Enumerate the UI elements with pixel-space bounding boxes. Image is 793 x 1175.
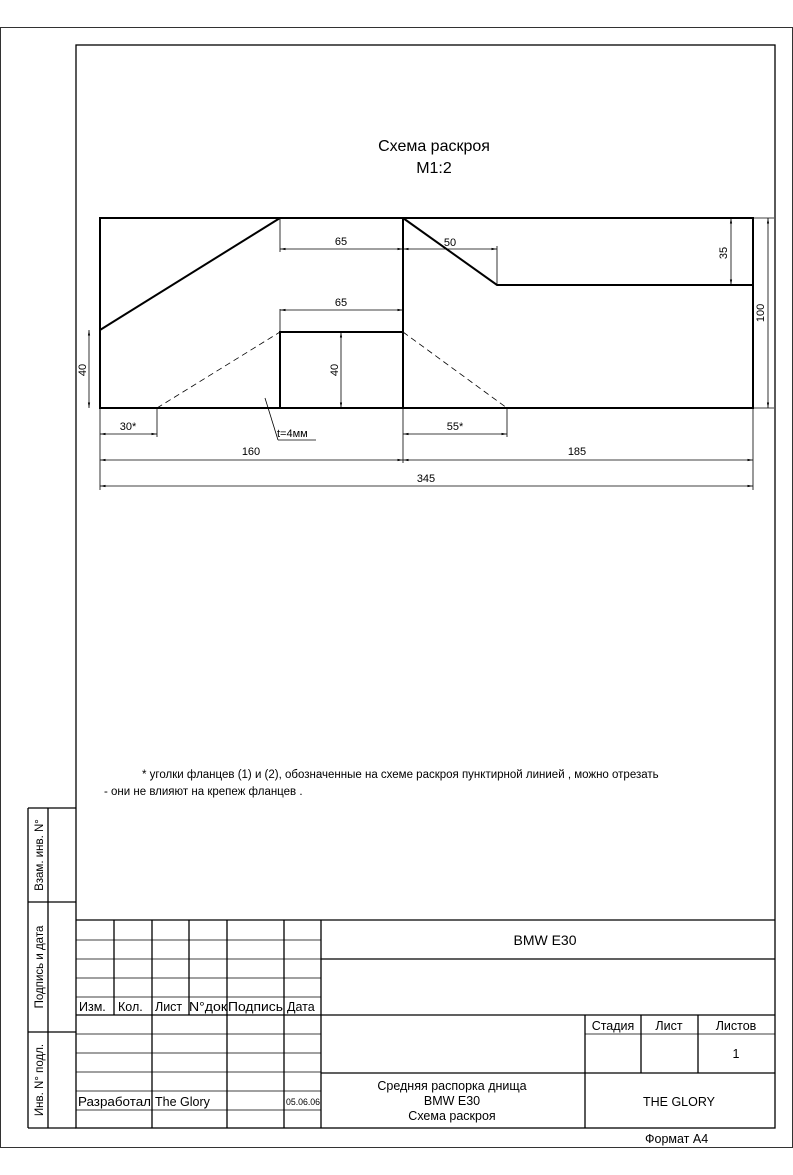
center-notch bbox=[280, 332, 403, 408]
dim-total-345: 345 bbox=[416, 473, 436, 485]
right-step bbox=[403, 218, 753, 285]
title-block bbox=[76, 920, 775, 1128]
dim-chamfer-30: 30* bbox=[119, 421, 137, 433]
dim-left-160: 160 bbox=[241, 446, 261, 458]
left-slope bbox=[100, 218, 280, 330]
part-outline bbox=[100, 218, 753, 408]
dim-mid-65: 65 bbox=[334, 297, 348, 309]
left-flange-corner-dashed bbox=[157, 332, 280, 408]
dim-top-65: 65 bbox=[334, 236, 348, 248]
side-stamp bbox=[28, 808, 76, 1128]
tb-header-data: Дата bbox=[287, 1000, 315, 1014]
tb-date: 05.06.06 bbox=[286, 1097, 320, 1107]
drawing-scale: М1:2 bbox=[416, 160, 452, 177]
tb-developer-name: The Glory bbox=[155, 1095, 210, 1109]
tb-sheet-header: Лист bbox=[655, 1019, 683, 1033]
tb-header-ndok: N°док bbox=[189, 1000, 228, 1014]
tb-stage-header: Стадия bbox=[591, 1019, 635, 1033]
note-line-2: - они не влияют на крепеж фланцев . bbox=[104, 786, 303, 798]
tb-sheets-total: 1 bbox=[732, 1047, 740, 1061]
part-outer-box bbox=[100, 218, 753, 408]
tb-header-izm: Изм. bbox=[79, 1000, 106, 1014]
tb-name-line-3: Схема раскроя bbox=[408, 1109, 496, 1123]
drawing-title: Схема раскроя bbox=[378, 138, 490, 155]
tb-organization: THE GLORY bbox=[642, 1095, 716, 1109]
tb-sheets-header: Листов bbox=[715, 1019, 757, 1033]
dim-left-40: 40 bbox=[77, 363, 89, 377]
dim-right-185: 185 bbox=[567, 446, 587, 458]
tb-header-podpis: Подпись bbox=[228, 1000, 283, 1014]
drawing-frame bbox=[76, 45, 775, 1128]
thickness-label: t=4мм bbox=[277, 428, 308, 440]
dim-right-100: 100 bbox=[755, 303, 767, 323]
dim-inner-40: 40 bbox=[329, 363, 341, 377]
stamp-inv-podl: Инв. N° подл. bbox=[34, 1043, 46, 1117]
right-flange-corner-dashed bbox=[403, 332, 507, 408]
tb-developed-label: Разработал bbox=[78, 1095, 151, 1109]
tb-name-line-2: BMW E30 bbox=[423, 1094, 481, 1108]
sheet-border bbox=[1, 28, 793, 1148]
stamp-podpis-data: Подпись и дата bbox=[34, 925, 46, 1009]
dim-slope-50: 50 bbox=[443, 237, 457, 249]
tb-name-line-1: Средняя распорка днища bbox=[377, 1079, 527, 1093]
dim-right-35: 35 bbox=[718, 246, 730, 260]
format-label: Формат А4 bbox=[645, 1132, 709, 1146]
tb-designation: BMW E30 bbox=[513, 932, 577, 948]
tb-header-list: Лист bbox=[155, 1000, 183, 1014]
dim-chamfer-55: 55* bbox=[446, 421, 464, 433]
note-line-1: * уголки фланцев (1) и (2), обозначенные на схеме раскроя пунктирной линией , можно отрезать bbox=[142, 769, 659, 781]
stamp-vzam-inv: Взам. инв. N° bbox=[34, 819, 46, 891]
tb-header-kol: Кол. bbox=[118, 1000, 143, 1014]
